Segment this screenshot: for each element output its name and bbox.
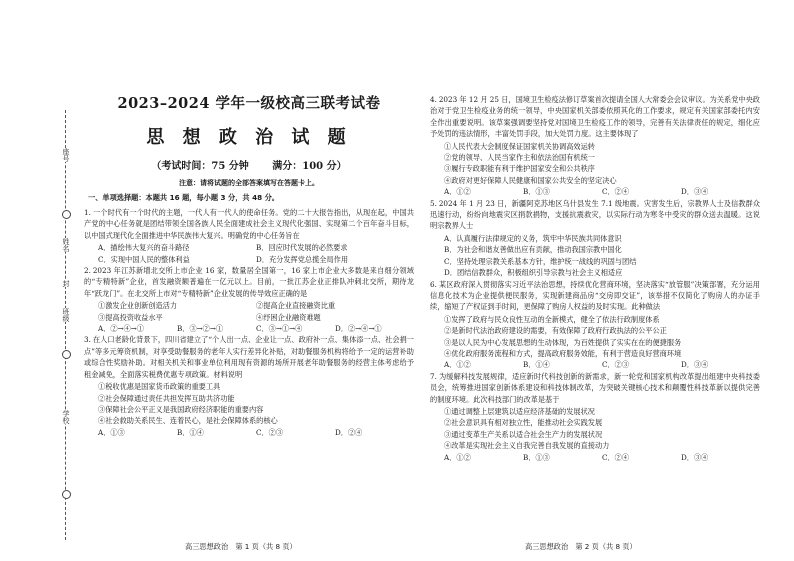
exam-score: 满分：100 分） [272, 161, 347, 172]
statement: ①税收优惠是国家货币政策的重要工具 [98, 382, 221, 392]
question-text: 2024 年 1 月 23 日，新疆阿克苏地区乌什县发生 7.1 级地震。灾害发生后，宗教界人士及信教群众迅速行动，纷纷向地震灾区捐款捐物，支援抗震救灾，以实际行动为寒冬中受灾的群众送去温暖。这说明宗教界人士 [430, 198, 760, 231]
answer-choice: A．①③ [98, 427, 125, 437]
answer-choice: A．①② [444, 360, 471, 370]
answer-choice: D．②→④→① [335, 324, 382, 334]
question-5 [430, 198, 760, 279]
page-footer-right: 高三思想政治 第 2 页（共 8 页） [525, 542, 637, 551]
exam-title: 2023–2024 学年一级校高三联考试卷 [117, 95, 381, 112]
answer-choice: B．①③ [523, 187, 550, 197]
question-number: 2. [84, 266, 91, 276]
answer-choice: C．②③ [256, 427, 284, 437]
answer-choice: C．②④ [602, 452, 630, 462]
answer-choice: A．①② [444, 187, 471, 197]
statement: ③保障社会公平正义是我国政府经济职能的重要内容 [98, 404, 264, 414]
answer-choice: D．③④ [681, 452, 709, 462]
statement: ③是以人民为中心发展思想的生动体现，为百姓提供了实实在在的便捷服务 [444, 337, 682, 347]
statement: ④政府对更好保障人民健康和国家公共安全的坚定决心 [444, 175, 617, 185]
class-label: 班级 [56, 308, 70, 322]
answer-choice: C．③→①→④ [256, 324, 303, 334]
option: A．描绘伟大复兴的奋斗路径 [98, 243, 190, 253]
statement: ③提高投资收益水平 [98, 312, 163, 322]
notice: 注意：请将试题的全部答案填写在答题卡上。 [179, 179, 319, 187]
answer-choice: D．②④ [335, 427, 363, 437]
answer-choice: A．②→④→① [98, 324, 144, 334]
question-number: 6. [430, 279, 437, 289]
answer-choice: B．③→②→① [177, 324, 224, 334]
question-7 [430, 371, 760, 463]
question-4 [430, 94, 760, 198]
statement: ②社会保障通过责任共担发挥互助共济功能 [98, 393, 235, 403]
binding-margin [52, 110, 82, 540]
name-label: 姓名 [56, 238, 70, 252]
school-label: 学校 [56, 410, 70, 424]
question-2 [84, 265, 414, 334]
option: B．为社会和谐友善做出应有贡献，推动我国宗教中国化 [444, 245, 622, 255]
option: B．回应时代发展的必然要求 [256, 243, 348, 253]
statement: ②社会意识具有相对独立性，能推动社会实践发展 [444, 418, 603, 428]
question-number: 3. [84, 335, 91, 345]
question-text: 一个时代有一个时代的主题，一代人有一代人的使命任务。党的二十大报告指出，从现在起，中国共产党的中心任务就是团结带领全国各族人民全面建成社会主义现代化强国、实现第二个百年奋斗目标，以中国式现代化全面推进中华民族伟大复兴。明确党的中心任务旨在 [84, 208, 414, 240]
answer-choice: D．③④ [681, 187, 709, 197]
answer-choice: C．②③ [602, 360, 630, 370]
statement: ①通过调整上层建筑以适应经济基础的发展状况 [444, 406, 595, 416]
statement: ④优化政府服务流程和方式，提高政府服务效能，有利于营造良好营商环境 [444, 348, 682, 358]
statement: ④社会救助关系民生、连着民心，是社会保障体系的核心 [98, 416, 278, 426]
exam-time: （考试时间：75 分钟 [151, 161, 249, 172]
option: D．充分发挥党总揽全局作用 [256, 254, 349, 264]
subject-title: 思 想 政 治 试 题 [146, 127, 352, 148]
seal-label: 封 [56, 280, 70, 287]
answer-choice: A．①② [444, 452, 471, 462]
right-column [430, 94, 760, 463]
statement: ③履行专政职能有利于维护国家安全和公共秩序 [444, 164, 595, 174]
answer-choice: B．①④ [523, 360, 550, 370]
question-1 [84, 207, 414, 265]
question-text: 在人口老龄化背景下，四川省建立了“个人出一点、企业让一点、政府补一点、集体添一点、社会捐一点”等多元筹资机制，对享受助餐服务的老年人实行差异化补贴，对助餐服务机构将给予一定的运营补助或综合性奖励补助。对相关机关和事业单位利用现有资源的场所开展老年助餐服务的经营主体考虑给予租金减免，全面落实税费优惠专项政策。材料说明 [84, 335, 414, 379]
question-number: 5. [430, 198, 437, 208]
binding-line [65, 110, 66, 540]
question-text: 某区政府深入贯彻落实习近平法治思想，持续优化营商环境，坚决落实“放管服”决策部署，充分运用信息化技术为企业提供便民服务，实现新建商品房“交房即交证”，该举措不仅简化了购房人的办证手续，缩短了产权证到手时间，更保障了购房人权益的及时实现。此种做法 [430, 279, 760, 312]
question-6 [430, 279, 760, 371]
statement: ②是新时代法治政府建设的需要，有效保障了政府行政执法的公平公正 [444, 326, 667, 336]
option: C．坚持处理宗教关系基本方针，维护统一战线的巩固与团结 [444, 256, 637, 266]
binding-hole [62, 210, 71, 219]
section-heading: 一、单项选择题：本题共 16 题，每小题 3 分，共 48 分。 [88, 193, 279, 202]
statement: ②党的领导、人民当家作主和依法治国有机统一 [444, 153, 595, 163]
exam-info [84, 157, 414, 172]
statement: ②提高企业直接融资比重 [256, 301, 336, 311]
option: D．团结信教群众，积极组织引导宗教与社会主义相适应 [444, 268, 623, 278]
page-footer-left: 高三思想政治 第 1 页（共 8 页） [185, 542, 297, 551]
option: A．认真履行法律规定的义务，筑牢中华民族共同体意识 [444, 233, 622, 243]
question-number: 1. [84, 208, 91, 217]
seat-label: 座号 [56, 148, 70, 162]
statement: ④改革是实现社会主义自我完善自我发展的直接动力 [444, 441, 610, 451]
answer-choice: D．③④ [681, 360, 709, 370]
answer-choice: C．②④ [602, 187, 630, 197]
statement: ①人民代表大会制度保证国家机关协调高效运转 [444, 141, 595, 151]
statement: ①激发企业创新创造活力 [98, 301, 178, 311]
answer-choice: B．①④ [177, 427, 204, 437]
statement: ④纾困企业融资难题 [256, 312, 321, 322]
binding-hole [62, 490, 71, 499]
question-3 [84, 334, 414, 438]
left-column [84, 92, 414, 438]
binding-hole [62, 350, 71, 359]
statement: ①发挥了政府与民众良性互动的全新模式，健全了依法行政制度体系 [444, 314, 660, 324]
question-number: 7. [430, 371, 437, 381]
statement: ③通过变革生产关系以适合社会生产力的发展状况 [444, 429, 603, 439]
question-number: 4. [430, 95, 437, 104]
option: C．实现中国人民的整体利益 [98, 254, 190, 264]
question-text: 2023 年江苏新增北交所上市企业 16 家，数量居全国第一，16 家上市企业大多数是来自细分领域的“专精特新”企业，首发融资额普遍在一亿元以上。目前，一批江苏企业正排队冲刺北交所，期待龙年“跃龙门”。在北交所上市对“专精特新”企业发展的传导效应正确的是 [84, 266, 414, 298]
question-text: 为缓解科技发展规律，适应新时代科技创新的新需求，新一轮党和国家机构改革提出组建中央科技委员会，统筹推进国家创新体系建设和科技体制改革，为突破关键核心技术和颠覆性科技革新以提供完善的制度环境。此次科技部门的改革是基于 [430, 371, 760, 404]
answer-choice: B．①③ [523, 452, 550, 462]
question-text: 2023 年 12 月 25 日，国境卫生检疫法修订草案首次提请全国人大常委会会议审议。为关系党中央政治对于党卫生检疫业务的统一领导，中央国家机关部委依照其化的工作要求，规定有关国家部委托内安全作出重要说明。该草案强调要坚持党对国境卫生检疫工作的领导，完善有关法律责任的规定，细化应予处罚的违法情形，丰富处罚手段，加大处罚力度。这主要体现了 [430, 95, 760, 139]
